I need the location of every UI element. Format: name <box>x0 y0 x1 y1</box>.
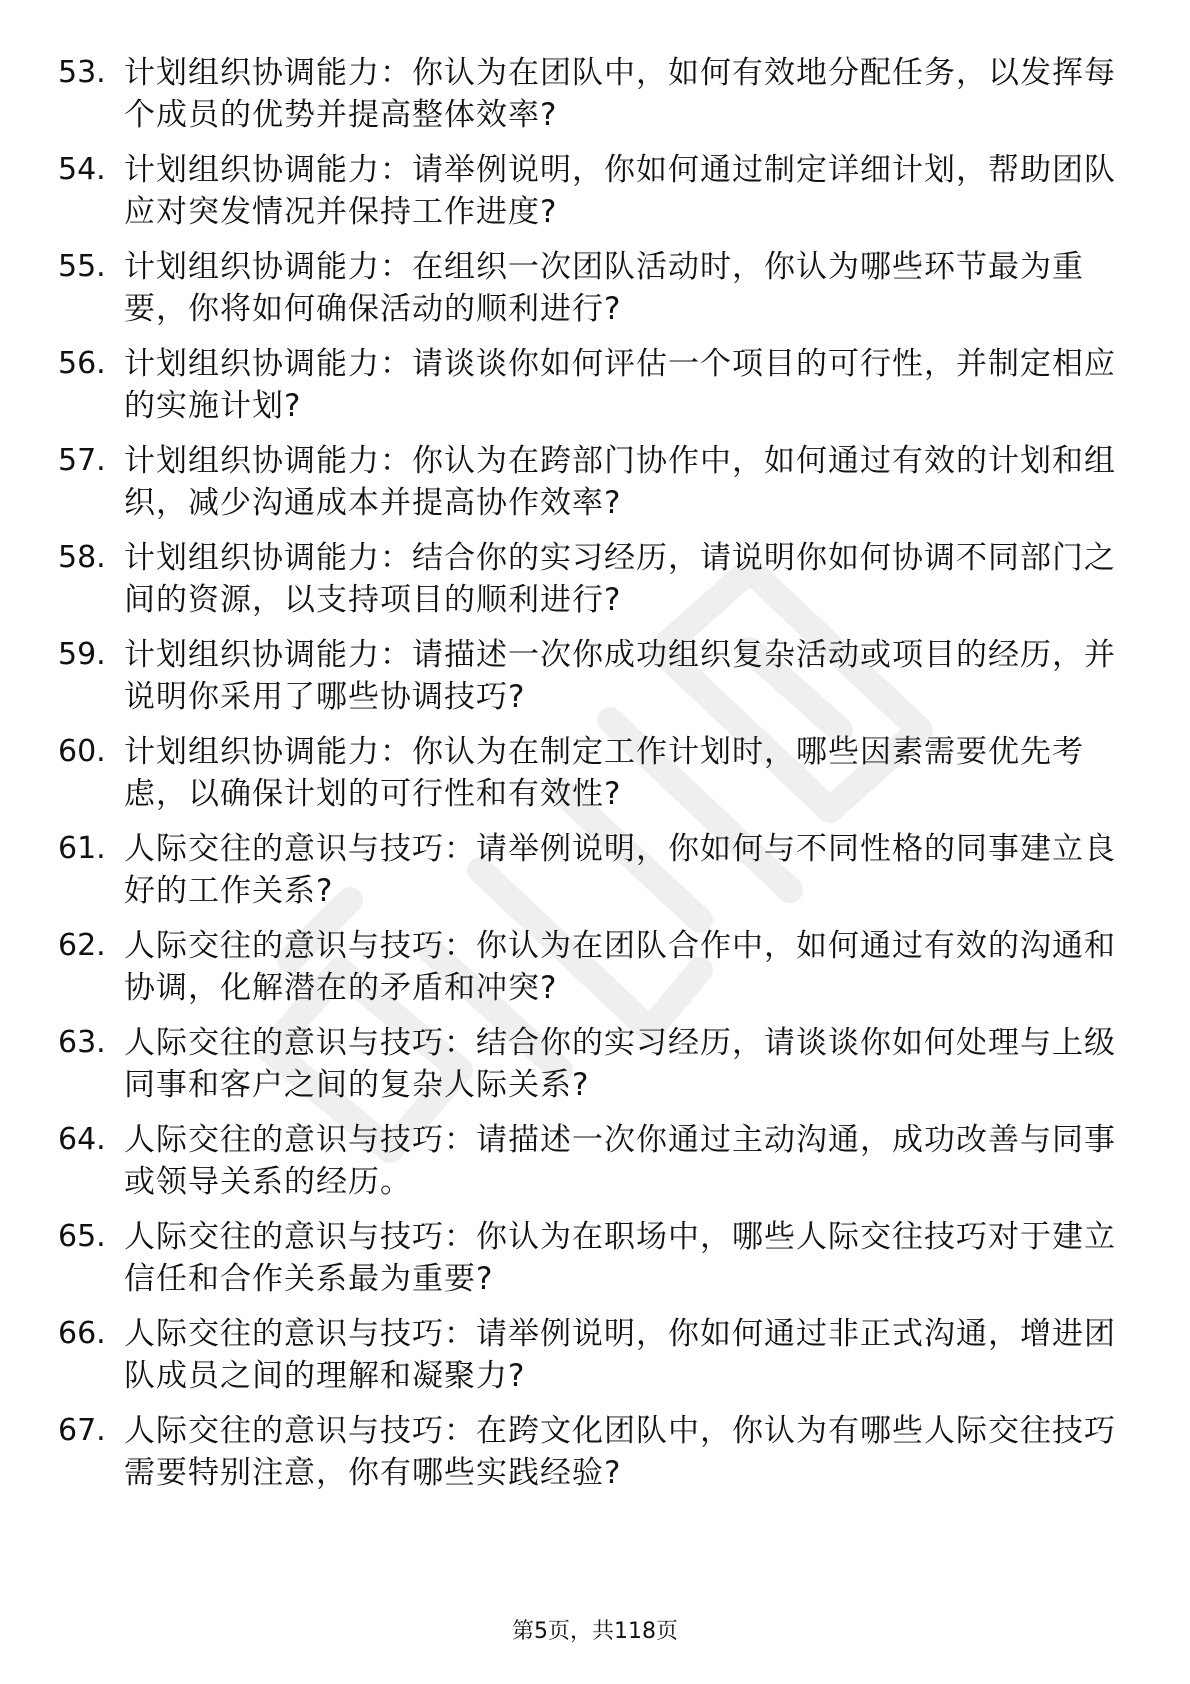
question-text: 计划组织协调能力：在组织一次团队活动时，你认为哪些环节最为重要，你将如何确保活动的顺利进行? <box>124 249 1084 327</box>
question-text: 计划组织协调能力：你认为在制定工作计划时，哪些因素需要优先考虑，以确保计划的可行性和有效性? <box>124 734 1084 812</box>
question-item <box>58 149 1128 246</box>
question-item <box>58 1216 1128 1313</box>
question-number: 53. <box>58 55 106 90</box>
question-item <box>58 925 1128 1022</box>
question-number: 61. <box>58 831 106 866</box>
question-text: 计划组织协调能力：请举例说明，你如何通过制定详细计划，帮助团队应对突发情况并保持工作进度? <box>124 152 1116 230</box>
question-number: 60. <box>58 734 106 769</box>
question-text: 计划组织协调能力：请谈谈你如何评估一个项目的可行性，并制定相应的实施计划? <box>124 346 1116 424</box>
question-text: 人际交往的意识与技巧：结合你的实习经历，请谈谈你如何处理与上级同事和客户之间的复杂人际关系? <box>124 1025 1116 1103</box>
question-text: 人际交往的意识与技巧：请描述一次你通过主动沟通，成功改善与同事或领导关系的经历。 <box>124 1122 1116 1200</box>
page-footer <box>0 1618 1190 1646</box>
question-item <box>58 1022 1128 1119</box>
question-text: 计划组织协调能力：结合你的实习经历，请说明你如何协调不同部门之间的资源，以支持项目的顺利进行? <box>124 540 1116 618</box>
question-item <box>58 52 1128 149</box>
question-number: 56. <box>58 346 106 381</box>
question-number: 66. <box>58 1316 106 1351</box>
question-text: 人际交往的意识与技巧：请举例说明，你如何通过非正式沟通，增进团队成员之间的理解和凝聚力? <box>124 1316 1116 1394</box>
question-item <box>58 1410 1128 1507</box>
question-number: 64. <box>58 1122 106 1157</box>
question-text: 人际交往的意识与技巧：在跨文化团队中，你认为有哪些人际交往技巧需要特别注意，你有哪些实践经验? <box>124 1413 1116 1491</box>
question-text: 人际交往的意识与技巧：你认为在职场中，哪些人际交往技巧对于建立信任和合作关系最为重要? <box>124 1219 1116 1297</box>
question-item <box>58 1119 1128 1216</box>
question-item <box>58 537 1128 634</box>
question-number: 67. <box>58 1413 106 1448</box>
question-item <box>58 246 1128 343</box>
question-number: 59. <box>58 637 106 672</box>
question-item <box>58 731 1128 828</box>
question-list <box>58 52 1128 1507</box>
question-number: 58. <box>58 540 106 575</box>
question-text: 人际交往的意识与技巧：你认为在团队合作中，如何通过有效的沟通和协调，化解潜在的矛盾和冲突? <box>124 928 1116 1006</box>
question-text: 计划组织协调能力：你认为在团队中，如何有效地分配任务，以发挥每个成员的优势并提高整体效率? <box>124 55 1116 133</box>
page-number-label: 第5页，共118页 <box>512 1619 678 1644</box>
question-text: 计划组织协调能力：你认为在跨部门协作中，如何通过有效的计划和组织，减少沟通成本并提高协作效率? <box>124 443 1116 521</box>
question-number: 63. <box>58 1025 106 1060</box>
question-number: 57. <box>58 443 106 478</box>
question-number: 62. <box>58 928 106 963</box>
question-number: 54. <box>58 152 106 187</box>
question-item <box>58 1313 1128 1410</box>
question-item <box>58 634 1128 731</box>
question-item <box>58 440 1128 537</box>
question-number: 55. <box>58 249 106 284</box>
question-text: 计划组织协调能力：请描述一次你成功组织复杂活动或项目的经历，并说明你采用了哪些协调技巧? <box>124 637 1116 715</box>
question-item <box>58 343 1128 440</box>
question-text: 人际交往的意识与技巧：请举例说明，你如何与不同性格的同事建立良好的工作关系? <box>124 831 1116 909</box>
question-number: 65. <box>58 1219 106 1254</box>
question-item <box>58 828 1128 925</box>
